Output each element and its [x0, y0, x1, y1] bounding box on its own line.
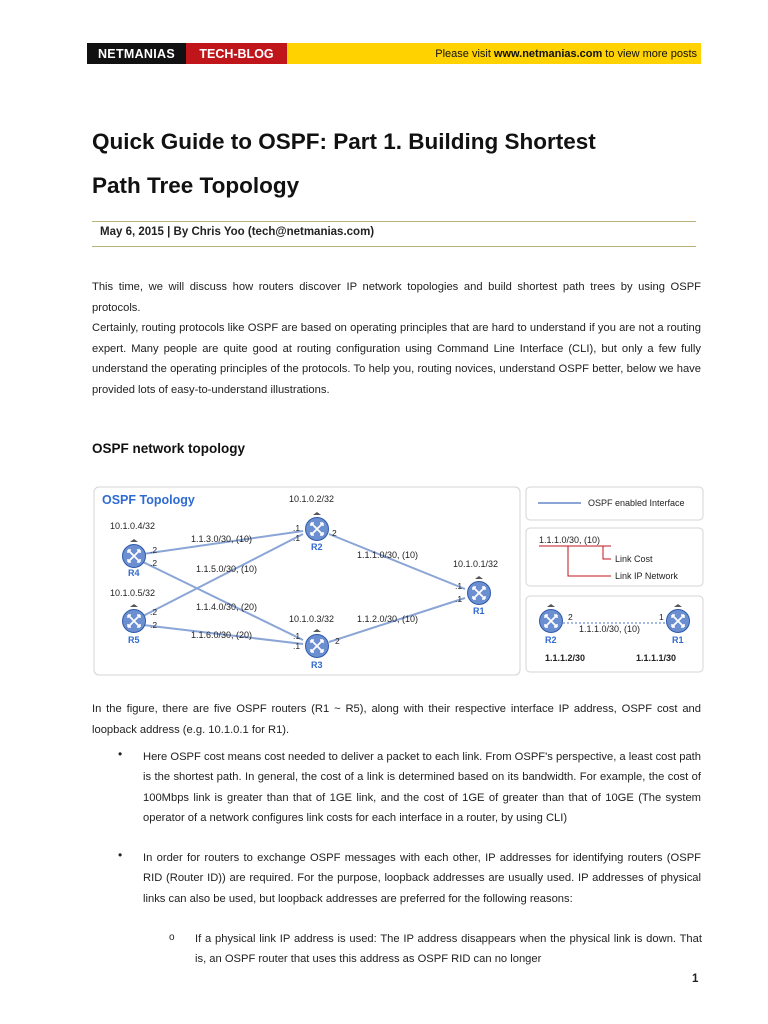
- visit-prefix: Please visit: [435, 47, 491, 60]
- loopback-r5: 10.1.0.5/32: [110, 588, 156, 598]
- link-label-r4-r2: 1.1.3.0/30, (10): [191, 534, 253, 544]
- loopback-r3: 10.1.0.3/32: [289, 614, 335, 624]
- bullet-item-cost: Here OSPF cost means cost needed to deliver a packet to each link. From OSPF's perspective, a least cost path is the shortest path. In general, the cost of a link is determined based on its bandwidth. For example, the cost of 100Mbps link is greater than that of 1GE link, and the cost of 1GE of greater than that of 10GE (The system operator of a network configures link costs for each interface in a router, by using CLI): [143, 751, 701, 824]
- link-label-r5-r3: 1.1.6.0/30, (20): [191, 630, 253, 640]
- router-r4-label: R4: [128, 568, 140, 578]
- brand-label: NETMANIAS: [87, 43, 186, 64]
- sub-bullet-physical-link: If a physical link IP address is used: The IP address disappears when the physical link is down. That is, an OSPF router that uses this address as OSPF RID can no longer: [195, 933, 702, 966]
- bullet-marker: •: [118, 747, 123, 761]
- router-r5-label: R5: [128, 635, 140, 645]
- sub-bullet-marker: o: [169, 932, 175, 943]
- legend-ex-link: 1.1.1.0/30, (10): [579, 624, 641, 634]
- iface-r5-top: .2: [150, 607, 158, 617]
- visit-suffix: to view more posts: [605, 47, 697, 60]
- legend-link-ip: Link IP Network: [615, 571, 678, 581]
- iface-r3-left1: .1: [293, 631, 301, 641]
- legend-iface-1: 1: [659, 612, 664, 622]
- legend-ex-r1: R1: [672, 635, 684, 645]
- intro-paragraph-1: This time, we will discuss how routers discover IP network topologies and build shortest path trees by using OSPF protocols.: [92, 281, 701, 314]
- legend-example-link: 1.1.1.0/30, (10): [539, 535, 601, 545]
- byline-rule-bottom: [92, 246, 696, 247]
- iface-r1-top: .1: [455, 581, 463, 591]
- topology-title: OSPF Topology: [102, 493, 195, 507]
- section-heading: OSPF network topology: [92, 441, 246, 456]
- legend-link-cost: Link Cost: [615, 554, 653, 564]
- legend-ex-r2: R2: [545, 635, 557, 645]
- page-title: [92, 120, 704, 208]
- link-label-r5-r2: 1.1.5.0/30, (10): [196, 564, 258, 574]
- iface-r2-right: 2: [332, 528, 337, 538]
- visit-banner: [287, 43, 701, 64]
- bullet-marker: •: [118, 848, 123, 862]
- iface-r4-top: .2: [150, 545, 158, 555]
- loopback-r1: 10.1.0.1/32: [453, 559, 499, 569]
- title-line-2: Path Tree Topology: [92, 173, 300, 198]
- figure-caption: In the figure, there are five OSPF routers (R1 ~ R5), along with their respective interface IP address, OSPF cost and loopback address (e.g. 10.1.0.1 for R1).: [92, 703, 701, 736]
- loopback-r2: 10.1.0.2/32: [289, 494, 335, 504]
- link-label-r4-r3: 1.1.4.0/30, (20): [196, 602, 258, 612]
- visit-url-link[interactable]: www.netmanias.com: [493, 47, 603, 60]
- router-r2-label: R2: [311, 542, 323, 552]
- legend-ex-r1-ip: 1.1.1.1/30: [636, 653, 677, 663]
- iface-r2-left2: .1: [293, 533, 301, 543]
- legend-ex-r2-ip: 1.1.1.2/30: [545, 653, 586, 663]
- bullet-item-rid: In order for routers to exchange OSPF messages with each other, IP addresses for identifying routers (OSPF RID (Router ID)) are required. For the purpose, loopback addresses are usually used. IP addresses of physical links can also be used, but loopback addresses are preferred for the following reasons:: [143, 852, 701, 905]
- tech-blog-label: TECH-BLOG: [186, 43, 287, 64]
- iface-r3-right: 2: [335, 636, 340, 646]
- ospf-topology-diagram: [93, 486, 705, 676]
- router-r1-label: R1: [473, 606, 485, 616]
- link-label-r3-r1: 1.1.2.0/30, (10): [357, 614, 419, 624]
- page-number: 1: [692, 973, 699, 985]
- loopback-r4: 10.1.0.4/32: [110, 521, 156, 531]
- legend-enabled-label: OSPF enabled Interface: [588, 498, 685, 508]
- iface-r2-left1: .1: [293, 523, 301, 533]
- intro-paragraph-2: Certainly, routing protocols like OSPF are based on operating principles that are hard to understand if you are not a routing expert. Many people are quite good at routing configuration using Command Line Interface (CLI), but only a few fully understand the operating principles of the protocols. To help you, routing novices, understand OSPF better, below we have provided lots of easy-to-understand illustrations.: [92, 322, 701, 396]
- byline: May 6, 2015 | By Chris Yoo (tech@netmanias.com): [100, 226, 375, 238]
- iface-r4-bot: .2: [150, 558, 158, 568]
- link-label-r2-r1: 1.1.1.0/30, (10): [357, 550, 419, 560]
- title-line-1: Quick Guide to OSPF: Part 1. Building Shortest: [92, 129, 596, 154]
- iface-r5-bot: .2: [150, 620, 158, 630]
- legend-iface-2: 2: [568, 612, 573, 622]
- iface-r3-left2: .1: [293, 641, 301, 651]
- byline-rule-top: [92, 221, 696, 222]
- router-r3-label: R3: [311, 660, 323, 670]
- iface-r1-bot: .1: [455, 594, 463, 604]
